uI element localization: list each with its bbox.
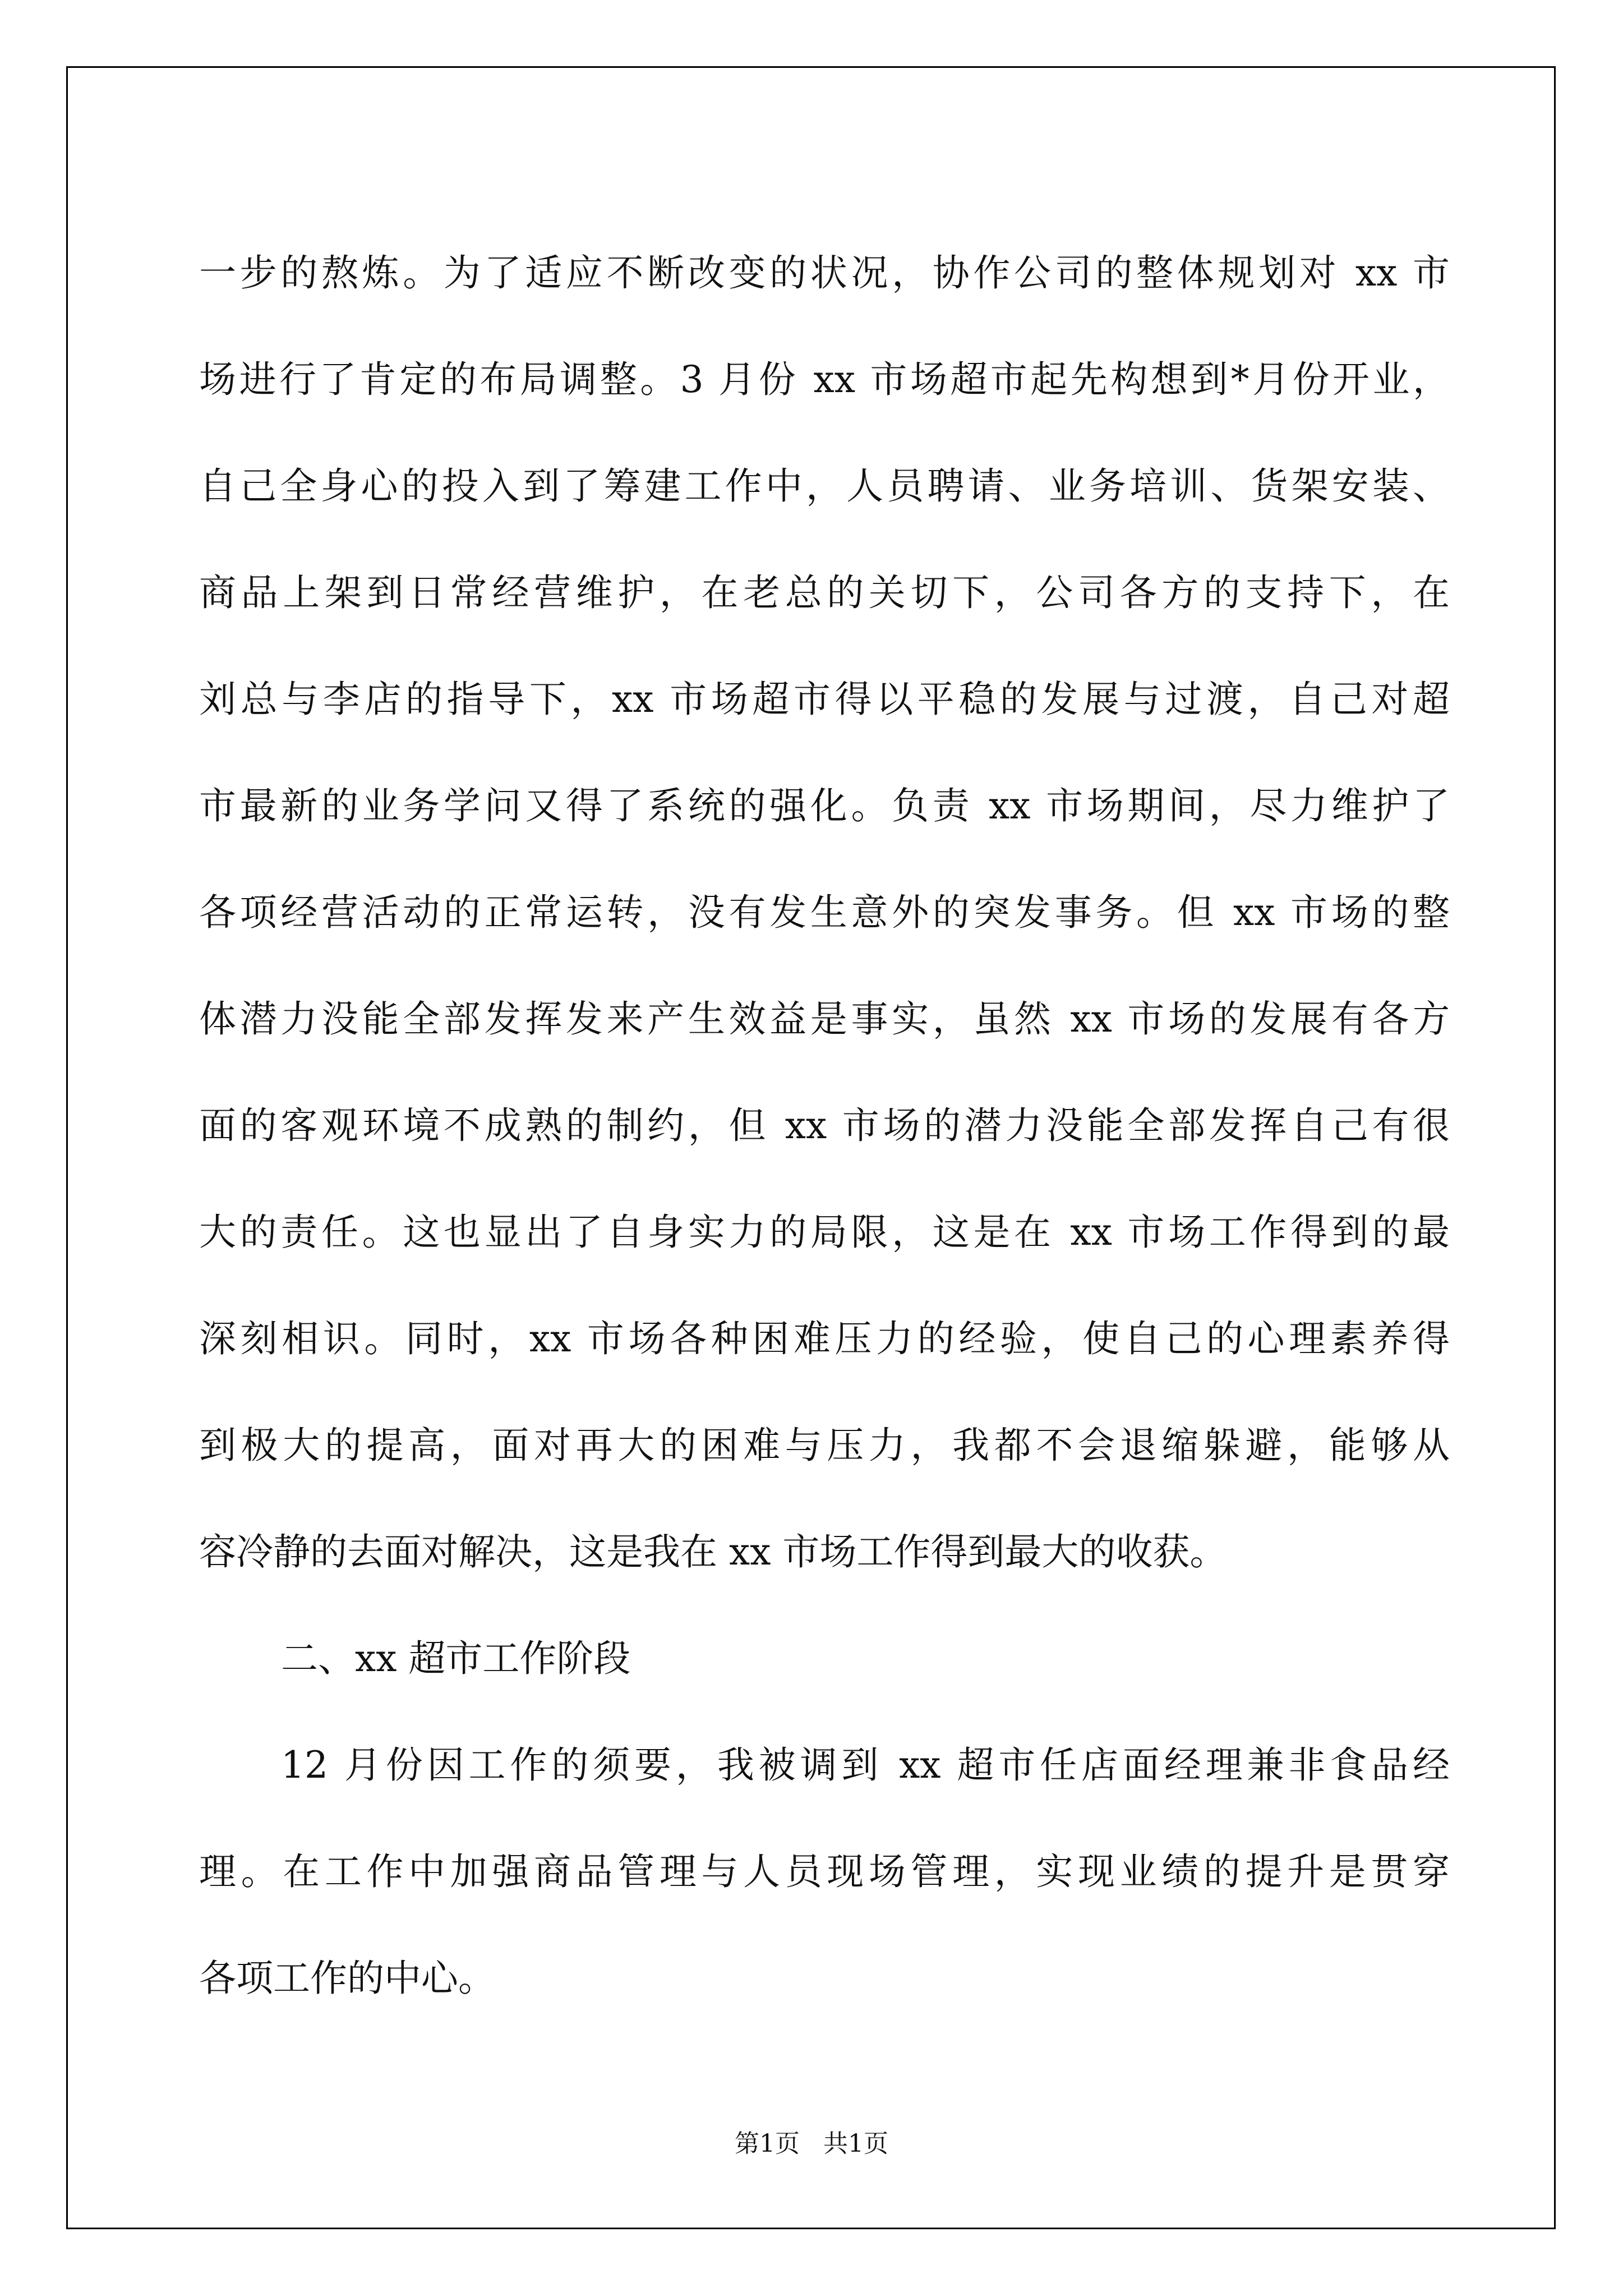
text-line: 大的责任。这也显出了自身实力的局限，这是在 xx 市场工作得到的最 bbox=[199, 1211, 1450, 1254]
text-line: 各项工作的中心。 bbox=[199, 1957, 495, 2000]
text-line: 刘总与李店的指导下，xx 市场超市得以平稳的发展与过渡，自己对超 bbox=[199, 678, 1450, 721]
text-line: 一步的熬炼。为了适应不断改变的状况，协作公司的整体规划对 xx 市 bbox=[199, 251, 1450, 295]
page-total: 共1页 bbox=[823, 2129, 888, 2158]
text-line: 容冷静的去面对解决，这是我在 xx 市场工作得到最大的收获。 bbox=[199, 1530, 1227, 1573]
text-line: 体潜力没能全部发挥发来产生效益是事实，虽然 xx 市场的发展有各方 bbox=[199, 997, 1450, 1041]
text-line: 面的客观环境不成熟的制约，但 xx 市场的潜力没能全部发挥自己有很 bbox=[199, 1104, 1450, 1147]
text-line: 到极大的提高，面对再大的困难与压力，我都不会退缩躲避，能够从 bbox=[199, 1424, 1450, 1467]
section-heading: 二、xx 超市工作阶段 bbox=[281, 1637, 631, 1680]
text-line: 理。在工作中加强商品管理与人员现场管理，实现业绩的提升是贯穿 bbox=[199, 1850, 1450, 1893]
text-line: 商品上架到日常经营维护，在老总的关切下，公司各方的支持下，在 bbox=[199, 571, 1450, 614]
text-line: 12 月份因工作的须要，我被调到 xx 超市任店面经理兼非食品经 bbox=[281, 1743, 1450, 1787]
page-footer bbox=[0, 2123, 1623, 2159]
document-body bbox=[199, 220, 1450, 2032]
text-line: 各项经营活动的正常运转，没有发生意外的突发事务。但 xx 市场的整 bbox=[199, 891, 1450, 934]
text-line: 市最新的业务学问又得了系统的强化。负责 xx 市场期间，尽力维护了 bbox=[199, 784, 1450, 827]
text-line: 深刻相识。同时，xx 市场各种困难压力的经验，使自己的心理素养得 bbox=[199, 1317, 1450, 1360]
page-number: 第1页 bbox=[735, 2129, 800, 2158]
text-line: 自己全身心的投入到了筹建工作中，人员聘请、业务培训、货架安装、 bbox=[199, 464, 1450, 508]
text-line: 场进行了肯定的布局调整。3 月份 xx 市场超市起先构想到*月份开业， bbox=[199, 358, 1450, 401]
